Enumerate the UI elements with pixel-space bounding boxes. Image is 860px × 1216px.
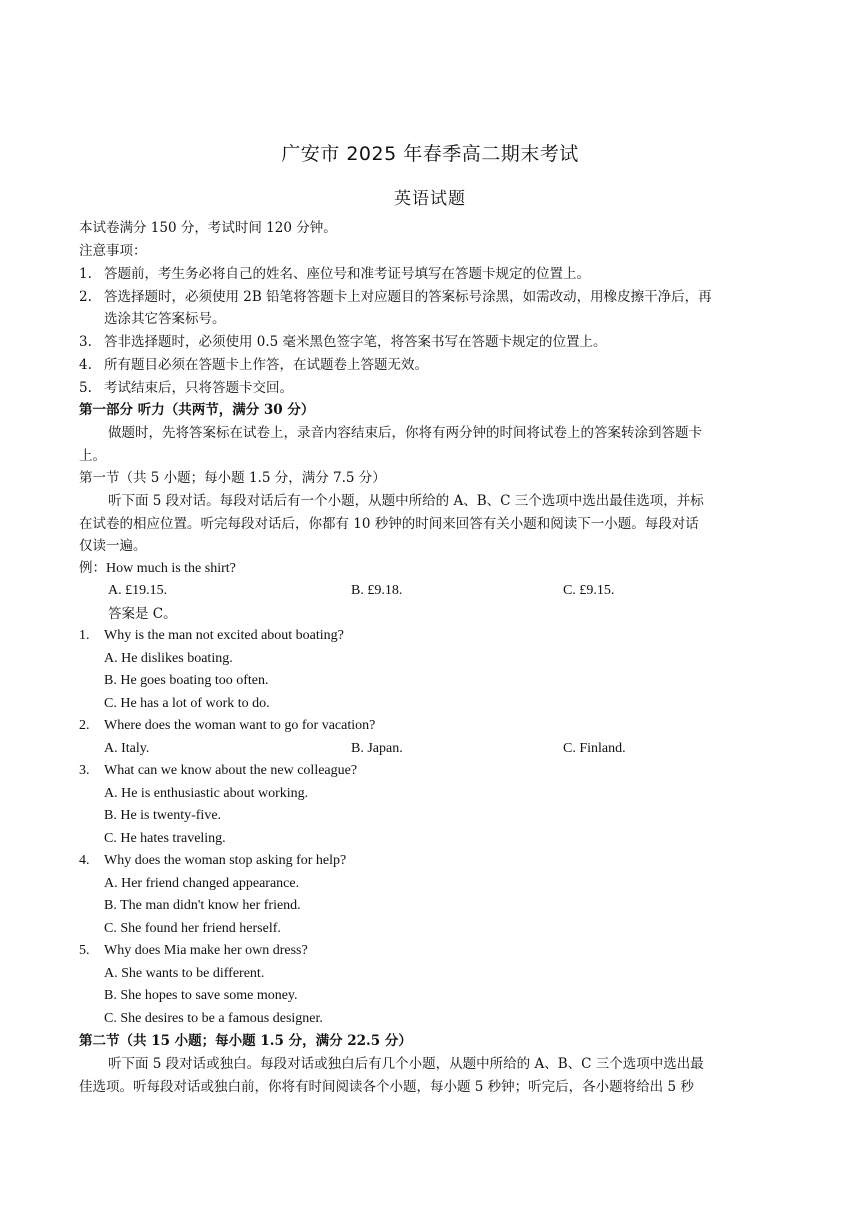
section2-heading: 第二节（共 15 小题；每小题 1.5 分，满分 22.5 分） bbox=[79, 1033, 412, 1049]
notice-num: 2. bbox=[79, 289, 92, 305]
example-label: 例： bbox=[79, 560, 106, 576]
section1-instruction: 听下面 5 段对话。每段对话后有一个小题，从题中所给的 A、B、C 三个选项中选出最佳选项，并标 bbox=[108, 493, 704, 509]
notice-text: 答非选择题时，必须使用 0.5 毫米黑色签字笔，将答案书写在答题卡规定的位置上。 bbox=[104, 334, 607, 350]
question-option: B. He goes boating too often. bbox=[104, 673, 269, 688]
question-text: Why does the woman stop asking for help? bbox=[104, 853, 347, 868]
example-option: B. £9.18. bbox=[351, 583, 403, 598]
question-text: What can we know about the new colleague? bbox=[104, 763, 358, 778]
notice-num: 5. bbox=[79, 380, 92, 396]
example-option: C. £9.15. bbox=[563, 583, 615, 598]
question-option: C. She desires to be a famous designer. bbox=[104, 1011, 323, 1026]
example-question bbox=[79, 558, 236, 579]
section2-instruction: 听下面 5 段对话或独白。每段对话或独白后有几个小题，从题中所给的 A、B、C 三个选项中选出最 bbox=[108, 1056, 704, 1072]
question-number: 3. bbox=[79, 763, 90, 778]
question-text: Why is the man not excited about boating? bbox=[104, 628, 344, 643]
part1-instruction-cont: 上。 bbox=[79, 448, 106, 464]
notice-num: 3. bbox=[79, 334, 92, 350]
notice-item bbox=[79, 355, 428, 375]
question-text: Why does Mia make her own dress? bbox=[104, 943, 308, 958]
notice-text-cont: 选涂其它答案标号。 bbox=[104, 311, 226, 327]
notice-item bbox=[79, 332, 607, 352]
part1-heading: 第一部分 听力（共两节，满分 30 分） bbox=[79, 402, 315, 418]
section1-instruction-cont: 仅读一遍。 bbox=[79, 538, 147, 554]
question-number: 2. bbox=[79, 718, 90, 733]
section1-heading: 第一节（共 5 小题；每小题 1.5 分，满分 7.5 分） bbox=[79, 470, 386, 486]
notice-text: 答选择题时，必须使用 2B 铅笔将答题卡上对应题目的答案标号涂黑，如需改动，用橡皮擦干净后，再 bbox=[104, 289, 712, 305]
question-option: C. He has a lot of work to do. bbox=[104, 696, 270, 711]
example-text: How much is the shirt? bbox=[106, 561, 236, 576]
question-option: A. Her friend changed appearance. bbox=[104, 876, 300, 891]
intro-line: 本试卷满分 150 分，考试时间 120 分钟。 bbox=[79, 220, 337, 236]
example-answer: 答案是 C。 bbox=[108, 606, 177, 622]
question-number: 1. bbox=[79, 628, 90, 643]
question-option: B. The man didn't know her friend. bbox=[104, 898, 301, 913]
question-number: 4. bbox=[79, 853, 90, 868]
notice-item bbox=[79, 287, 712, 307]
exam-title: 广安市 2025 年春季高二期末考试 bbox=[281, 143, 579, 165]
notice-text: 考试结束后，只将答题卡交回。 bbox=[104, 380, 293, 396]
question-option: A. Italy. bbox=[104, 741, 150, 756]
notice-text: 所有题目必须在答题卡上作答，在试题卷上答题无效。 bbox=[104, 357, 428, 373]
question-option: A. He is enthusiastic about working. bbox=[104, 786, 309, 801]
exam-subtitle: 英语试题 bbox=[394, 189, 466, 209]
question-option: C. He hates traveling. bbox=[104, 831, 226, 846]
part1-instruction: 做题时，先将答案标在试卷上，录音内容结束后，你将有两分钟的时间将试卷上的答案转涂到答题卡 bbox=[108, 425, 702, 441]
question-option: B. She hopes to save some money. bbox=[104, 988, 298, 1003]
section2-instruction-cont: 佳选项。听每段对话或独白前，你将有时间阅读各个小题，每小题 5 秒钟；听完后，各小题将给出 5 秒 bbox=[79, 1079, 694, 1095]
notice-item bbox=[79, 378, 293, 398]
question-option: B. Japan. bbox=[351, 741, 403, 756]
question-number: 5. bbox=[79, 943, 90, 958]
notice-heading: 注意事项： bbox=[79, 243, 147, 259]
question-text: Where does the woman want to go for vacation? bbox=[104, 718, 376, 733]
example-option: A. £19.15. bbox=[108, 583, 168, 598]
question-option: A. She wants to be different. bbox=[104, 966, 265, 981]
notice-num: 1. bbox=[79, 266, 92, 282]
notice-item bbox=[79, 264, 590, 284]
question-option: A. He dislikes boating. bbox=[104, 651, 233, 666]
question-option: C. She found her friend herself. bbox=[104, 921, 281, 936]
question-option: B. He is twenty-five. bbox=[104, 808, 222, 823]
section1-instruction-cont: 在试卷的相应位置。听完每段对话后，你都有 10 秒钟的时间来回答有关小题和阅读下一小题。每段对话 bbox=[79, 516, 699, 532]
notice-text: 答题前，考生务必将自己的姓名、座位号和准考证号填写在答题卡规定的位置上。 bbox=[104, 266, 590, 282]
notice-num: 4. bbox=[79, 357, 92, 373]
question-option: C. Finland. bbox=[563, 741, 626, 756]
